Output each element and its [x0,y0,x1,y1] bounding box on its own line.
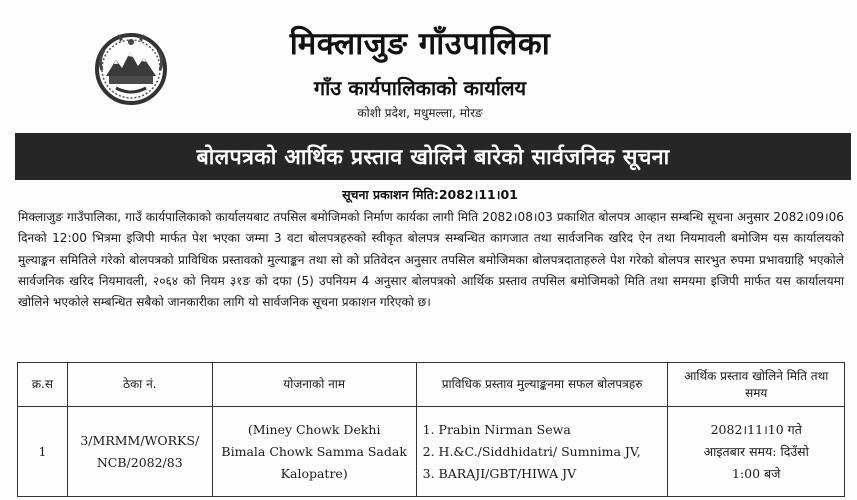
project-name-line: (Miney Chowk Dekhi [247,421,381,437]
contract-no-line: 3/MRMM/WORKS/ [80,432,200,448]
project-name-line: Bimala Chowk Samma Sadak [221,443,407,459]
bidder-line: 1. Prabin Nirman Sewa [422,421,571,437]
table-row [18,407,845,497]
office-address: कोशी प्रदेश, मधुमल्ला, मोरङ [357,106,483,120]
project-name-line: Kalopatre) [280,465,348,481]
org-name: मिक्लाजुङ गाँउपालिका [289,26,551,62]
cell-contract-no [67,407,212,497]
header-project-name: योजनाको नाम [212,363,416,407]
opening-line: 1:00 बजे [732,465,781,481]
header-sn: क्र.स [18,363,68,407]
header-successful-bidders: प्राविधिक प्रस्ताव मुल्याङ्कनमा सफल बोलपत्रहरु [416,363,668,407]
contract-no-line: NCB/2082/83 [96,454,183,470]
header-opening-datetime: आर्थिक प्रस्ताव खोलिने मिति तथा समय [668,363,845,407]
cell-sn: 1 [18,407,68,497]
nepal-government-emblem-icon [92,30,170,108]
opening-line: आइतबार समय: दिउँसो [703,443,809,459]
table-header-row [18,363,845,407]
cell-successful-bidders [416,407,668,497]
publication-date [250,186,610,203]
notice-body: मिक्लाजुङ गाउँपालिका, गाउँ कार्यपालिकाको कार्यालयबाट तपसिल बमोजिमको निर्माण कार्यका लागी मिति 2082।08।03 प्रकाशित बोलपत्र आव्हान सम्बन्धि सूचना अनुसार 2082।09।06 दिनको 12:00 भित्रमा इजिपी मार्फत पेश भएका जम्मा 3 वटा बोलपत्रहरुको स्वीकृत बोलपत्र सम्बन्धित कागजात तथा सार्वजनिक खरिद ऐन तथा नियमावली बमोजिम यस कार्यालयको मुल्याङ्कन समितिले गरेको बोलपत्रको प्राविधिक प्रस्तावको मुल्याङ्कन तथा सो को प्रतिवेदन अनुसार तपसिल बमोजिमका बोलपत्रदाताहरुले पेश गरेको बोलपत्र सारभुत रुपमा प्रभावग्राहि भएकोले सार्वजनिक खरिद नियमावली, २०६४ को नियम ३१ङ को दफा (5) उपनियम 4 अनुसार बोलपत्रको आर्थिक प्रस्ताव तपसिल बमोजिमको मिति तथा समयमा इजिपी मार्फत यस कार्यालयमा खोलिने भएकोले सम्बन्धित सबैको जानकारीका लागि यो सार्वजनिक सूचना प्रकाशन गरिएको छ। [18,210,844,310]
office-name: गाँउ कार्यपालिकाको कार्यालय [313,76,527,100]
cell-opening-datetime [668,407,845,497]
tender-table [17,362,845,497]
cell-project-name [212,407,416,497]
publication-date-value: 2082।11।01 [438,187,518,202]
header-contract-no: ठेका नं. [67,363,212,407]
notice-title: बोलपत्रको आर्थिक प्रस्ताव खोलिने बारेको सार्वजनिक सूचना [196,145,670,170]
notice-title-banner [15,133,851,180]
publication-date-label: सूचना प्रकाशन मिति: [342,187,439,202]
opening-line: 2082।11।10 गते [710,421,802,437]
bidder-line: 2. H.&C./Siddhidatri/ Sumnima JV, [422,443,641,459]
bidder-line: 3. BARAJI/GBT/HIWA JV [422,465,577,481]
